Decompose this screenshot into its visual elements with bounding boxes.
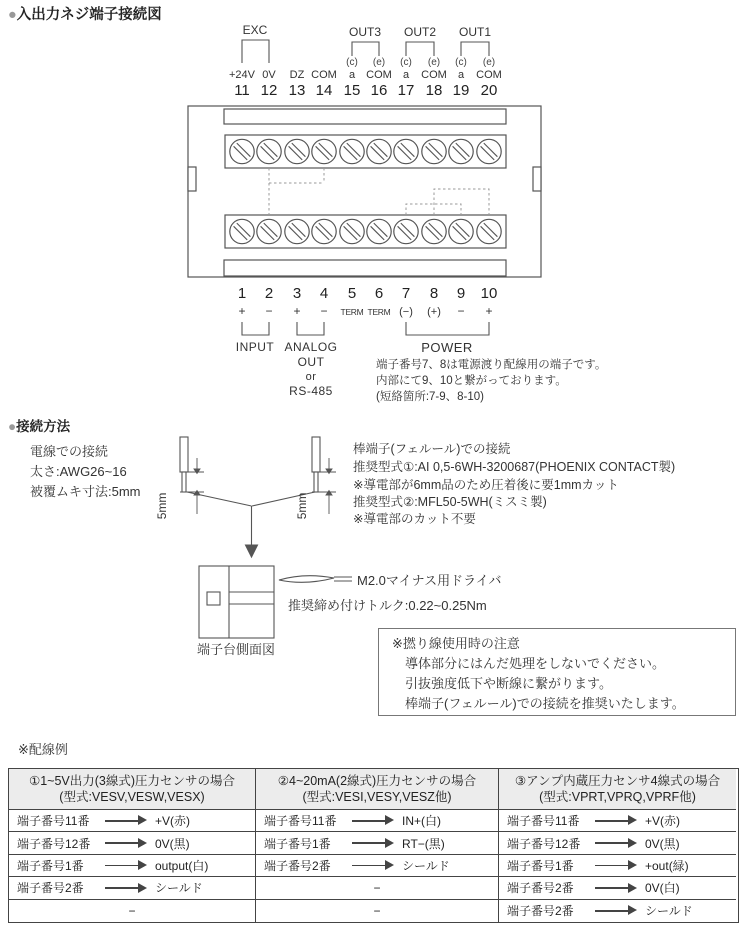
side-view-label: 端子台側面図 — [197, 642, 276, 657]
terminal-number: 20 — [480, 82, 498, 99]
label-exc: EXC — [242, 23, 268, 37]
label-c: (c) — [455, 57, 467, 68]
power-note-line-3: (短絡箇所:7-9、8-10) — [376, 391, 484, 403]
page-title: ●入出力ネジ端子接続図 — [8, 7, 162, 23]
terminal-number: 15 — [343, 82, 361, 99]
table-row: 端子番号11番 +V(赤) — [499, 810, 736, 832]
signal-label: COM — [366, 69, 392, 81]
power-note-line-2: 内部にて9、10と繋がっております。 — [376, 375, 567, 387]
signal-label: +24V — [229, 69, 255, 81]
torque-label: 推奨締め付けトルク:0.22~0.25Nm — [288, 598, 487, 613]
screw-row-top — [230, 139, 501, 163]
terminal-number: 3 — [292, 285, 302, 302]
arrow-icon — [105, 820, 138, 822]
caution-line-2: 導体部分にはんだ処理をしないでください。 — [405, 656, 666, 671]
signal-label: COM — [421, 69, 447, 81]
ferrule-line-4: 推奨型式②:MFL50-5WH(ミスミ製) — [353, 495, 547, 509]
table-row: 端子番号1番 RT−(黒) — [256, 832, 498, 854]
group-label-rs485: RS-485 — [289, 384, 333, 398]
terminal-number: 18 — [425, 82, 443, 99]
polarity-label: − — [457, 304, 465, 318]
ferrule-line-2: 推奨型式①:AI 0,5-6WH-3200687(PHOENIX CONTACT製) — [353, 460, 676, 474]
arrow-icon — [105, 865, 138, 867]
driver-label: M2.0マイナス用ドライバ — [357, 573, 502, 588]
table-row-empty: − — [128, 903, 136, 918]
side-view — [199, 566, 274, 638]
table-row: 端子番号12番 0V(黒) — [9, 832, 255, 854]
table-row: 端子番号2番 シールド — [9, 877, 255, 899]
signal-label: a — [402, 69, 410, 81]
table-row-empty: − — [256, 877, 498, 899]
title-bullet: ● — [8, 7, 17, 23]
label-out1: OUT1 — [458, 25, 491, 39]
label-c: (c) — [400, 57, 412, 68]
terminal-number: 9 — [456, 285, 466, 302]
column-header: ②4~20mA(2線式)圧力センサの場合 (型式:VESI,VESY,VESZ他) — [256, 769, 498, 810]
arrow-icon — [352, 820, 385, 822]
terminal-number: 10 — [480, 285, 498, 302]
column-header: ①1~5V出力(3線式)圧力センサの場合 (型式:VESV,VESW,VESX) — [9, 769, 255, 810]
group-label-input: INPUT — [235, 340, 275, 354]
arrow-icon — [595, 820, 628, 822]
table-row: 端子番号12番 0V(黒) — [499, 832, 736, 854]
arrow-icon — [352, 842, 385, 844]
arrow-icon — [595, 865, 628, 867]
screw-row-bottom — [230, 219, 501, 243]
arrow-icon — [595, 910, 628, 912]
table-column-3 — [498, 769, 736, 922]
screwdriver-icon — [279, 576, 352, 583]
dim-5mm-label: 5mm — [295, 492, 310, 520]
arrow-icon — [352, 865, 385, 867]
terminal-number: 12 — [260, 82, 278, 99]
label-e: (e) — [482, 57, 496, 68]
caution-line-3: 引抜強度低下や断線に繋がります。 — [405, 676, 612, 691]
terminal-number: 5 — [347, 285, 357, 302]
signal-label: 0V — [262, 69, 276, 81]
label-e: (e) — [427, 57, 441, 68]
terminal-number: 7 — [401, 285, 411, 302]
title-bullet: ● — [8, 419, 17, 434]
label-out2: OUT2 — [403, 25, 436, 39]
polarity-label: + — [293, 304, 301, 318]
wire-connect-line-3: 被覆ムキ寸法:5mm — [30, 484, 141, 499]
table-row: 端子番号1番 +out(緑) — [499, 855, 736, 877]
table-row: 端子番号1番 output(白) — [9, 855, 255, 877]
polarity-label: (+) — [427, 306, 441, 318]
table-column-1 — [9, 769, 255, 922]
group-label-analog: ANALOG — [284, 340, 338, 354]
caution-line-1: ※撚り線使用時の注意 — [392, 636, 520, 651]
terminal-block — [188, 106, 541, 277]
polarity-label: TERM — [367, 307, 391, 317]
terminal-number: 2 — [264, 285, 274, 302]
signal-label: COM — [476, 69, 502, 81]
label-c: (c) — [346, 57, 358, 68]
terminal-number: 19 — [452, 82, 470, 99]
terminal-number: 4 — [319, 285, 329, 302]
wire-diagram-right — [312, 437, 320, 492]
signal-label: DZ — [289, 69, 305, 81]
table-row: 端子番号2番 0V(白) — [499, 877, 736, 899]
terminal-number: 17 — [397, 82, 415, 99]
label-e: (e) — [372, 57, 386, 68]
group-label-analog-out: OUT — [297, 355, 325, 369]
polarity-label: + — [485, 304, 493, 318]
bottom-brackets — [242, 322, 489, 335]
arrow-icon — [595, 887, 628, 889]
power-note-line-1: 端子番号7、8は電源渡り配線用の端子です。 — [376, 359, 607, 371]
polarity-label: − — [320, 304, 328, 318]
ferrule-line-1: 棒端子(フェルール)での接続 — [353, 442, 511, 456]
label-out3: OUT3 — [348, 25, 381, 39]
terminal-number: 8 — [429, 285, 439, 302]
table-row: 端子番号2番 シールド — [507, 904, 693, 919]
terminal-number: 1 — [237, 285, 247, 302]
section3-title: ※配線例 — [18, 742, 68, 757]
ferrule-line-3: ※導電部が6mm品のため圧着後に要1mmカット — [353, 478, 619, 492]
wiring-example-table — [8, 768, 739, 923]
table-row: 端子番号11番 IN+(白) — [256, 810, 498, 832]
column-header: ③アンプ内蔵圧力センサ4線式の場合 (型式:VPRT,VPRQ,VPRF他) — [499, 769, 736, 810]
group-label-or: or — [305, 371, 317, 383]
table-row: 端子番号2番 シールド — [256, 855, 498, 877]
dim-5mm-label: 5mm — [155, 492, 170, 520]
signal-label: COM — [311, 69, 337, 81]
signal-label: a — [457, 69, 465, 81]
table-column-2 — [255, 769, 498, 922]
terminal-number: 16 — [370, 82, 388, 99]
wire-connect-line-2: 太さ:AWG26~16 — [30, 464, 127, 479]
arrow-icon — [595, 842, 628, 844]
ferrule-line-5: ※導電部のカット不要 — [353, 512, 476, 526]
group-label-power: POWER — [421, 340, 473, 355]
arrow-icon — [105, 887, 138, 889]
wire-diagram-left — [180, 437, 188, 492]
polarity-label: − — [265, 304, 273, 318]
terminal-number: 11 — [234, 82, 250, 99]
polarity-label: + — [238, 304, 246, 318]
internal-link-dotted — [269, 168, 489, 215]
terminal-number: 13 — [288, 82, 306, 99]
caution-line-4: 棒端子(フェルール)での接続を推奨いたします。 — [405, 696, 685, 711]
table-row: 端子番号11番 +V(赤) — [9, 810, 255, 832]
terminal-number: 6 — [374, 285, 384, 302]
signal-label: a — [348, 69, 356, 81]
section2-title: ●接続方法 — [8, 419, 71, 434]
wire-connect-line-1: 電線での接続 — [30, 444, 109, 459]
arrow-icon — [105, 842, 138, 844]
polarity-label: TERM — [340, 307, 364, 317]
polarity-label: (−) — [399, 306, 413, 318]
terminal-number: 14 — [315, 82, 333, 99]
table-row-empty: − — [373, 903, 381, 918]
